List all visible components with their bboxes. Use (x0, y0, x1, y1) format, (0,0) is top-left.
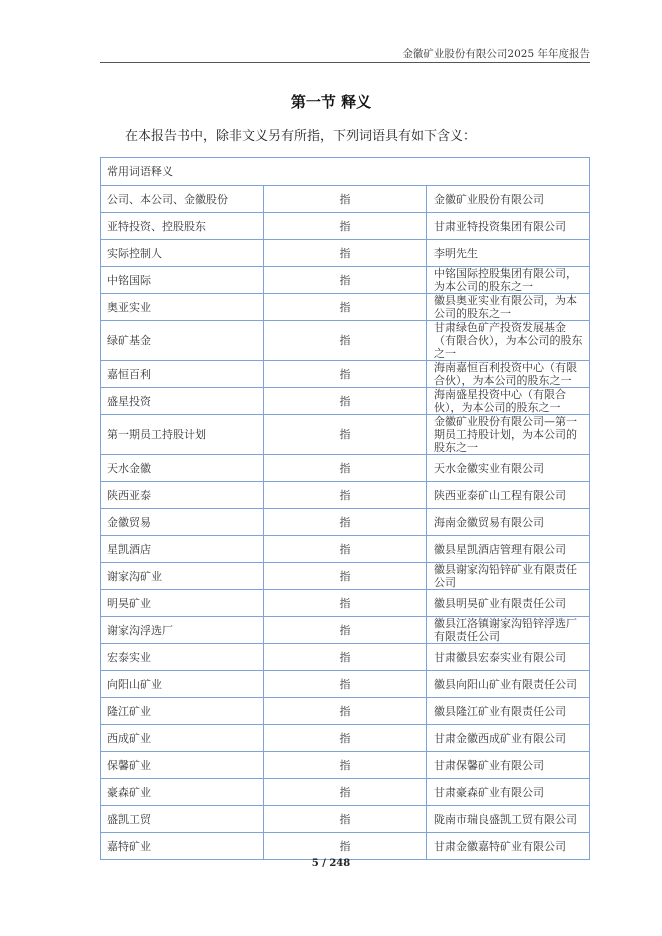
table-row (101, 361, 590, 388)
refers-to-cell: 指 (264, 644, 427, 671)
table-row (101, 833, 590, 860)
table-row (101, 213, 590, 240)
refers-to-cell: 指 (264, 455, 427, 482)
meaning-cell: 徽县明昊矿业有限责任公司 (427, 590, 590, 617)
refers-to-cell: 指 (264, 509, 427, 536)
table-row (101, 388, 590, 415)
running-header: 金徽矿业股份有限公司2025 年年度报告 (402, 48, 590, 60)
refers-to-cell: 指 (264, 388, 427, 415)
table-row (101, 294, 590, 321)
table-row (101, 267, 590, 294)
meaning-cell: 金徽矿业股份有限公司—第一期员工持股计划，为本公司的股东之一 (427, 415, 590, 455)
refers-to-cell: 指 (264, 779, 427, 806)
table-row (101, 482, 590, 509)
refers-to-cell: 指 (264, 806, 427, 833)
term-cell: 保馨矿业 (101, 752, 264, 779)
table-row (101, 590, 590, 617)
meaning-cell: 中铭国际控股集团有限公司，为本公司的股东之一 (427, 267, 590, 294)
term-cell: 嘉恒百利 (101, 361, 264, 388)
meaning-cell: 甘肃亚特投资集团有限公司 (427, 213, 590, 240)
definitions-table (100, 157, 590, 860)
term-cell: 第一期员工持股计划 (101, 415, 264, 455)
refers-to-cell: 指 (264, 536, 427, 563)
table-row (101, 698, 590, 725)
refers-to-cell: 指 (264, 482, 427, 509)
term-cell: 星凯酒店 (101, 536, 264, 563)
table-row (101, 806, 590, 833)
section-title: 第一节 释义 (290, 93, 372, 111)
table-row (101, 617, 590, 644)
meaning-cell: 徽县隆江矿业有限责任公司 (427, 698, 590, 725)
table-row (101, 321, 590, 361)
meaning-cell: 甘肃保馨矿业有限公司 (427, 752, 590, 779)
term-cell: 实际控制人 (101, 240, 264, 267)
meaning-cell: 陇南市瑞良盛凯工贸有限公司 (427, 806, 590, 833)
meaning-cell: 海南盛星投资中心（有限合伙），为本公司的股东之一 (427, 388, 590, 415)
term-cell: 宏泰实业 (101, 644, 264, 671)
refers-to-cell: 指 (264, 671, 427, 698)
term-cell: 谢家沟浮选厂 (101, 617, 264, 644)
term-cell: 陕西亚泰 (101, 482, 264, 509)
meaning-cell: 甘肃豪森矿业有限公司 (427, 779, 590, 806)
meaning-cell: 徽县向阳山矿业有限责任公司 (427, 671, 590, 698)
term-cell: 金徽贸易 (101, 509, 264, 536)
term-cell: 豪森矿业 (101, 779, 264, 806)
table-row (101, 186, 590, 213)
page-number: 5 / 248 (311, 858, 351, 869)
refers-to-cell: 指 (264, 267, 427, 294)
table-row (101, 563, 590, 590)
meaning-cell: 甘肃徽县宏泰实业有限公司 (427, 644, 590, 671)
refers-to-cell: 指 (264, 752, 427, 779)
refers-to-cell: 指 (264, 240, 427, 267)
table-row (101, 536, 590, 563)
table-row (101, 644, 590, 671)
refers-to-cell: 指 (264, 563, 427, 590)
meaning-cell: 陕西亚泰矿山工程有限公司 (427, 482, 590, 509)
refers-to-cell: 指 (264, 321, 427, 361)
table-row (101, 725, 590, 752)
term-cell: 中铭国际 (101, 267, 264, 294)
meaning-cell: 甘肃金徽西成矿业有限公司 (427, 725, 590, 752)
meaning-cell: 徽县奥亚实业有限公司，为本公司的股东之一 (427, 294, 590, 321)
meaning-cell: 徽县江洛镇谢家沟铅锌浮选厂有限责任公司 (427, 617, 590, 644)
term-cell: 奥亚实业 (101, 294, 264, 321)
term-cell: 嘉特矿业 (101, 833, 264, 860)
refers-to-cell: 指 (264, 833, 427, 860)
term-cell: 公司、本公司、金徽股份 (101, 186, 264, 213)
refers-to-cell: 指 (264, 294, 427, 321)
term-cell: 天水金徽 (101, 455, 264, 482)
table-row (101, 415, 590, 455)
term-cell: 明昊矿业 (101, 590, 264, 617)
table-row (101, 509, 590, 536)
term-cell: 谢家沟矿业 (101, 563, 264, 590)
meaning-cell: 甘肃绿色矿产投资发展基金（有限合伙），为本公司的股东之一 (427, 321, 590, 361)
term-cell: 绿矿基金 (101, 321, 264, 361)
meaning-cell: 天水金徽实业有限公司 (427, 455, 590, 482)
meaning-cell: 海南嘉恒百利投资中心（有限合伙），为本公司的股东之一 (427, 361, 590, 388)
intro-paragraph: 在本报告书中，除非文义另有所指，下列词语具有如下含义： (125, 129, 477, 144)
meaning-cell: 徽县谢家沟铅锌矿业有限责任公司 (427, 563, 590, 590)
refers-to-cell: 指 (264, 617, 427, 644)
table-row (101, 752, 590, 779)
meaning-cell: 李明先生 (427, 240, 590, 267)
refers-to-cell: 指 (264, 213, 427, 240)
header-rule (100, 62, 590, 63)
refers-to-cell: 指 (264, 361, 427, 388)
term-cell: 隆江矿业 (101, 698, 264, 725)
meaning-cell: 徽县星凯酒店管理有限公司 (427, 536, 590, 563)
term-cell: 盛星投资 (101, 388, 264, 415)
term-cell: 亚特投资、控股股东 (101, 213, 264, 240)
refers-to-cell: 指 (264, 415, 427, 455)
refers-to-cell: 指 (264, 186, 427, 213)
term-cell: 向阳山矿业 (101, 671, 264, 698)
meaning-cell: 海南金徽贸易有限公司 (427, 509, 590, 536)
table-row (101, 779, 590, 806)
table-row (101, 455, 590, 482)
refers-to-cell: 指 (264, 590, 427, 617)
table-row (101, 240, 590, 267)
refers-to-cell: 指 (264, 698, 427, 725)
table-caption: 常用词语释义 (101, 158, 590, 186)
meaning-cell: 金徽矿业股份有限公司 (427, 186, 590, 213)
table-row (101, 671, 590, 698)
term-cell: 西成矿业 (101, 725, 264, 752)
refers-to-cell: 指 (264, 725, 427, 752)
term-cell: 盛凯工贸 (101, 806, 264, 833)
table-caption-row (101, 158, 590, 186)
meaning-cell: 甘肃金徽嘉特矿业有限公司 (427, 833, 590, 860)
